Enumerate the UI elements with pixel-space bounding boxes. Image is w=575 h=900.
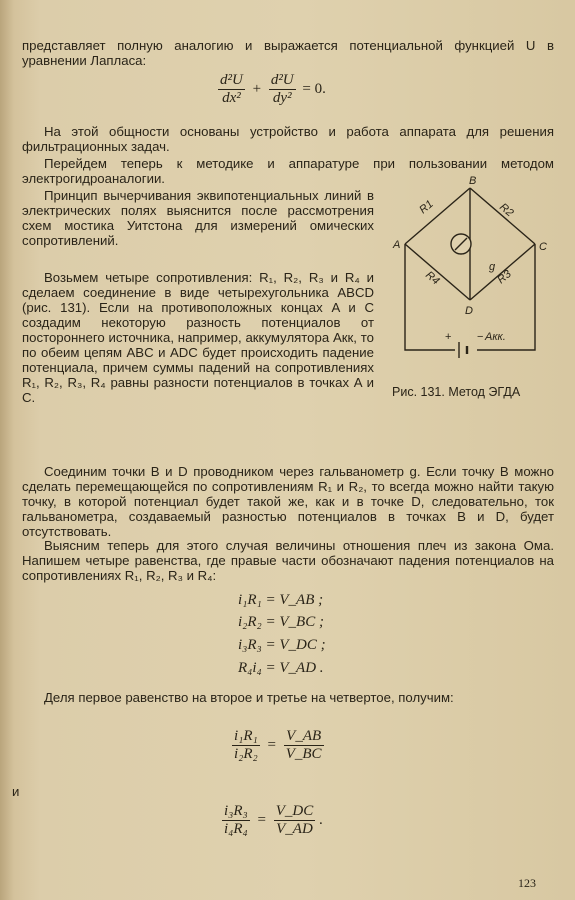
paragraph-2: На этой общности основаны устройство и работа аппарата для решения фильтрационных задач. (22, 124, 554, 154)
label-c: C (539, 241, 547, 253)
fraction-y: $\frac{\text{d²U}}{\text{dy²}}$ (270, 72, 294, 106)
paragraph-4: Принцип вычерчивания эквипотенциальных линий в электрических полях выяснится после рассмотрения схем мостика Уитстона для измерений омических сопротивлений. (22, 188, 374, 248)
label-minus: − (477, 331, 484, 343)
label-r1: R1 (417, 198, 436, 217)
conjunction-and: и (12, 784, 20, 799)
label-r2: R2 (497, 201, 516, 220)
ratio-equation-1: $\frac{\text{i₁R₁}}{\text{i₂R₂}}$ = $\frac{V\_AB}{V\_BC}$ (234, 728, 322, 762)
fraction-x: $\frac{\text{d²U}}{\text{dx²}}$ (220, 72, 243, 106)
figure-caption: Рис. 131. Метод ЭГДА (392, 385, 521, 399)
label-plus: + (445, 331, 452, 343)
paragraph-1: представляет полную аналогию и выражается потенциальной функцией U в уравнении Лапласа: (22, 38, 554, 68)
label-g: g (489, 261, 496, 273)
label-a: A (393, 239, 401, 251)
page-number: 123 (518, 876, 536, 890)
label-d: D (465, 305, 473, 317)
laplace-equation: $\frac{\text{d²U}}{\text{dx²}}$ + $\frac{\text{d²U}}{\text{dy²}}$ = 0. (220, 72, 326, 106)
label-b: B (469, 175, 477, 187)
equation-4: R₄i₄ = V_AD . (238, 660, 324, 676)
paragraph-7: Выясним теперь для этого случая величины отношения плеч из закона Ома. Напишем четыре равенства, где правые части обозначают падения потенциалов на сопротивлениях R₁, R₂, R₃ и R₄: (22, 538, 554, 583)
paragraph-6: Соединим точки B и D проводником через гальванометр g. Если точку B можно сделать перемещающейся по сопротивлениям R₁ и R₂, то всегда можно найти такую точку, в которой потенциал будет такой же, как и в точке D, следовательно, ток гальванометра, создаваемый разностью потенциалов в точках B и D, будет отсутствовать. (22, 464, 554, 539)
label-r3: R3 (495, 268, 514, 287)
label-akk: Акк. (485, 331, 506, 343)
paragraph-3: Перейдем теперь к методике и аппаратуре при пользовании методом электрогидроаналогии. (22, 156, 554, 186)
equation-3: i₃R₃ = V_DC ; (238, 637, 326, 653)
paragraph-8: Деля первое равенство на второе и третье на четвертое, получим: (44, 690, 454, 705)
label-r4: R4 (423, 269, 442, 288)
equation-2: i₂R₂ = V_BC ; (238, 614, 324, 630)
wire-r2 (470, 188, 535, 244)
ratio-equation-2: $\frac{\text{i₃R₃}}{\text{i₄R₄}}$ = $\frac{V\_DC}{V\_AD}$ . (224, 803, 323, 837)
paragraph-5: Возьмем четыре сопротивления: R₁, R₂, R₃ и R₄ и сделаем соединение в виде четырехугольника ABCD (рис. 131). Если на противоположных концах A и C создадим некоторую разность потенциалов от постороннего источника, например, аккумулятора Aкк, то по обеим цепям ABC и ADC будет происходить падение потенциала, причем суммы падений на сопротивлениях R₁, R₂, R₃, R₄ равны разности потенциалов в точках A и C. (22, 270, 374, 405)
wheatstone-bridge-figure (385, 172, 555, 372)
equation-1: i₁R₁ = V_AB ; (238, 592, 324, 608)
